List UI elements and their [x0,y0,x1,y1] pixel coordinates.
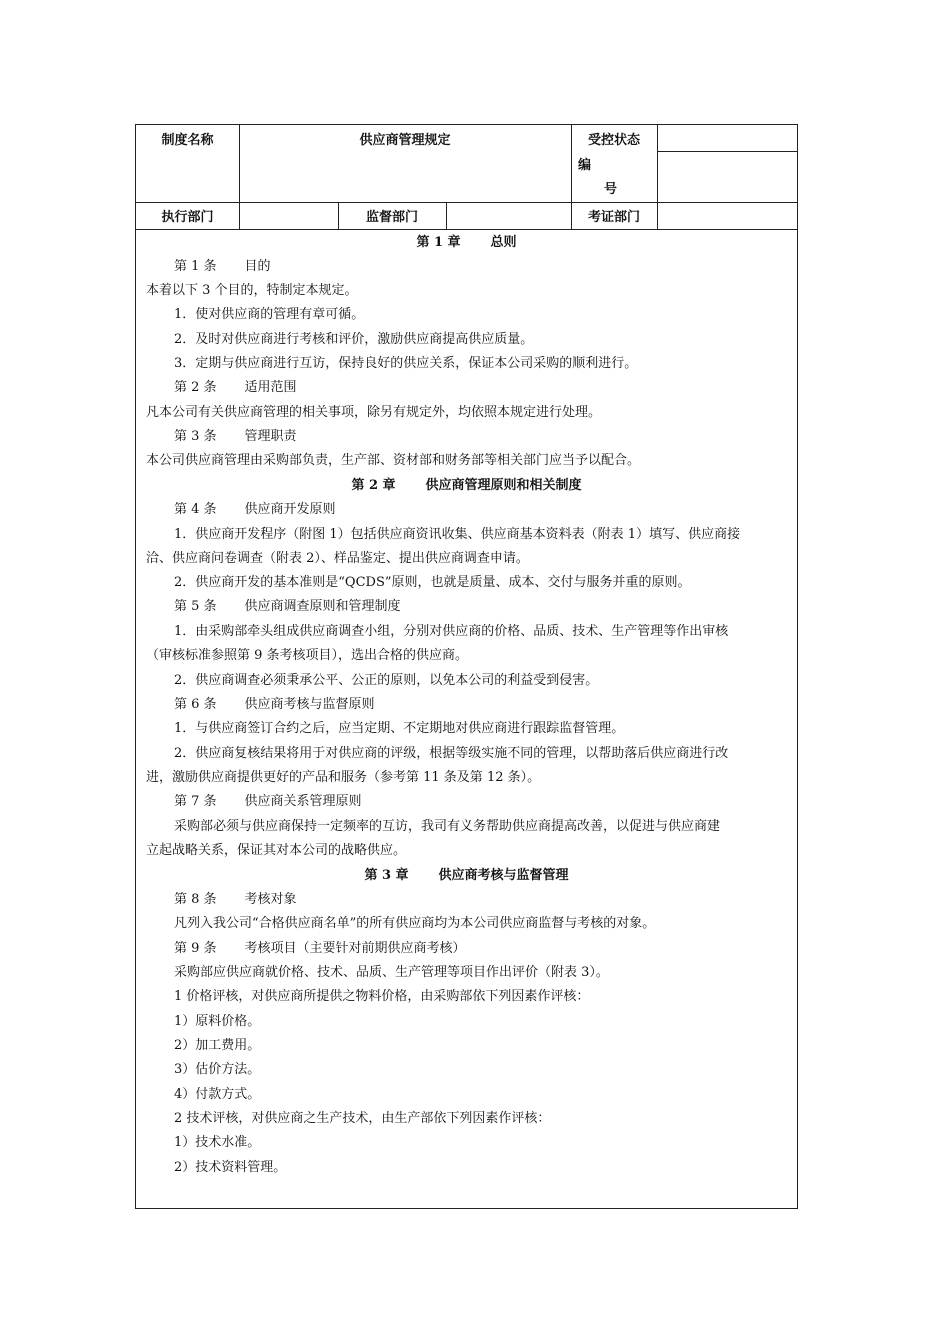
number-label-2: 号 [604,182,618,197]
header-divider [446,202,447,229]
paragraph: 1．供应商开发程序（附图 1）包括供应商资讯收集、供应商基本资料表（附表 1）填写、供应商接 [174,527,741,542]
header-divider [136,229,797,230]
paragraph: 凡本公司有关供应商管理的相关事项，除另有规定外，均依照本规定进行处理。 [146,405,602,420]
header-divider [657,151,797,152]
exam-dept-label: 考证部门 [587,210,640,225]
paragraph: 2．供应商复核结果将用于对供应商的评级，根据等级实施不同的管理，以帮助落后供应商进行改 [174,746,729,761]
article-heading: 第 1 条 目的 [174,259,271,274]
paragraph: 2．及时对供应商进行考核和评价，激励供应商提高供应质量。 [174,332,534,347]
paragraph: 1．由采购部牵头组成供应商调查小组，分别对供应商的价格、品质、技术、生产管理等作出审核 [174,624,729,639]
paragraph: 1．使对供应商的管理有章可循。 [174,307,365,322]
list-item: 1）技术水准。 [174,1135,261,1150]
paragraph: 1 价格评核，对供应商所提供之物料价格，由采购部依下列因素作评核： [174,989,590,1004]
paragraph: 本着以下 3 个目的，特制定本规定。 [146,283,358,298]
article-heading: 第 3 条 管理职责 [174,429,297,444]
paragraph: 立起战略关系，保证其对本公司的战略供应。 [146,843,407,858]
article-heading: 第 6 条 供应商考核与监督原则 [174,697,375,712]
list-item: 2）加工费用。 [174,1038,261,1053]
article-heading: 第 9 条 考核项目（主要针对前期供应商考核） [174,941,466,956]
paragraph: 3．定期与供应商进行互访，保持良好的供应关系，保证本公司采购的顺利进行。 [174,356,638,371]
chapter-heading: 第 1 章 总则 [416,235,517,250]
supervise-dept-label: 监督部门 [365,210,418,225]
paragraph: 采购部应供应商就价格、技术、品质、生产管理等项目作出评价（附表 3）。 [174,965,609,980]
header-divider [239,202,240,229]
name-value: 供应商管理规定 [359,133,451,148]
header-divider [136,202,797,203]
chapter-heading: 第 2 章 供应商管理原则和相关制度 [351,478,582,493]
control-status-label: 受控状态 [587,133,640,148]
paragraph: 本公司供应商管理由采购部负责，生产部、资材部和财务部等相关部门应当予以配合。 [146,453,641,468]
paragraph: 采购部必须与供应商保持一定频率的互访，我司有义务帮助供应商提高改善，以促进与供应商建 [174,819,721,834]
header-divider [657,125,658,229]
article-heading: 第 2 条 适用范围 [174,380,297,395]
list-item: 4）付款方式。 [174,1087,261,1102]
chapter-heading: 第 3 章 供应商考核与监督管理 [364,868,569,883]
list-item: 2）技术资料管理。 [174,1160,287,1175]
paragraph: （审核标准参照第 9 条考核项目），选出合格的供应商。 [146,648,469,663]
article-heading: 第 8 条 考核对象 [174,892,297,907]
regulation-document [135,124,798,1209]
article-heading: 第 4 条 供应商开发原则 [174,502,336,517]
name-label: 制度名称 [161,133,214,148]
article-heading: 第 7 条 供应商关系管理原则 [174,794,362,809]
paragraph: 2 技术评核，对供应商之生产技术，由生产部依下列因素作评核： [174,1111,551,1126]
paragraph: 凡列入我公司“合格供应商名单”的所有供应商均为本公司供应商监督与考核的对象。 [174,916,656,931]
paragraph: 1．与供应商签订合约之后，应当定期、不定期地对供应商进行跟踪监督管理。 [174,721,625,736]
paragraph: 洽、供应商问卷调查（附表 2）、样品鉴定、提出供应商调查申请。 [146,551,529,566]
list-item: 1）原料价格。 [174,1014,261,1029]
paragraph: 2．供应商开发的基本准则是“QCDS”原则，也就是质量、成本、交付与服务并重的原则。 [174,575,691,590]
article-heading: 第 5 条 供应商调查原则和管理制度 [174,599,401,614]
paragraph: 进，激励供应商提供更好的产品和服务（参考第 11 条及第 12 条）。 [146,770,541,785]
paragraph: 2．供应商调查必须秉承公平、公正的原则，以免本公司的利益受到侵害。 [174,673,599,688]
list-item: 3）估价方法。 [174,1062,261,1077]
number-label-1: 编 [578,158,592,173]
exec-dept-label: 执行部门 [161,210,214,225]
